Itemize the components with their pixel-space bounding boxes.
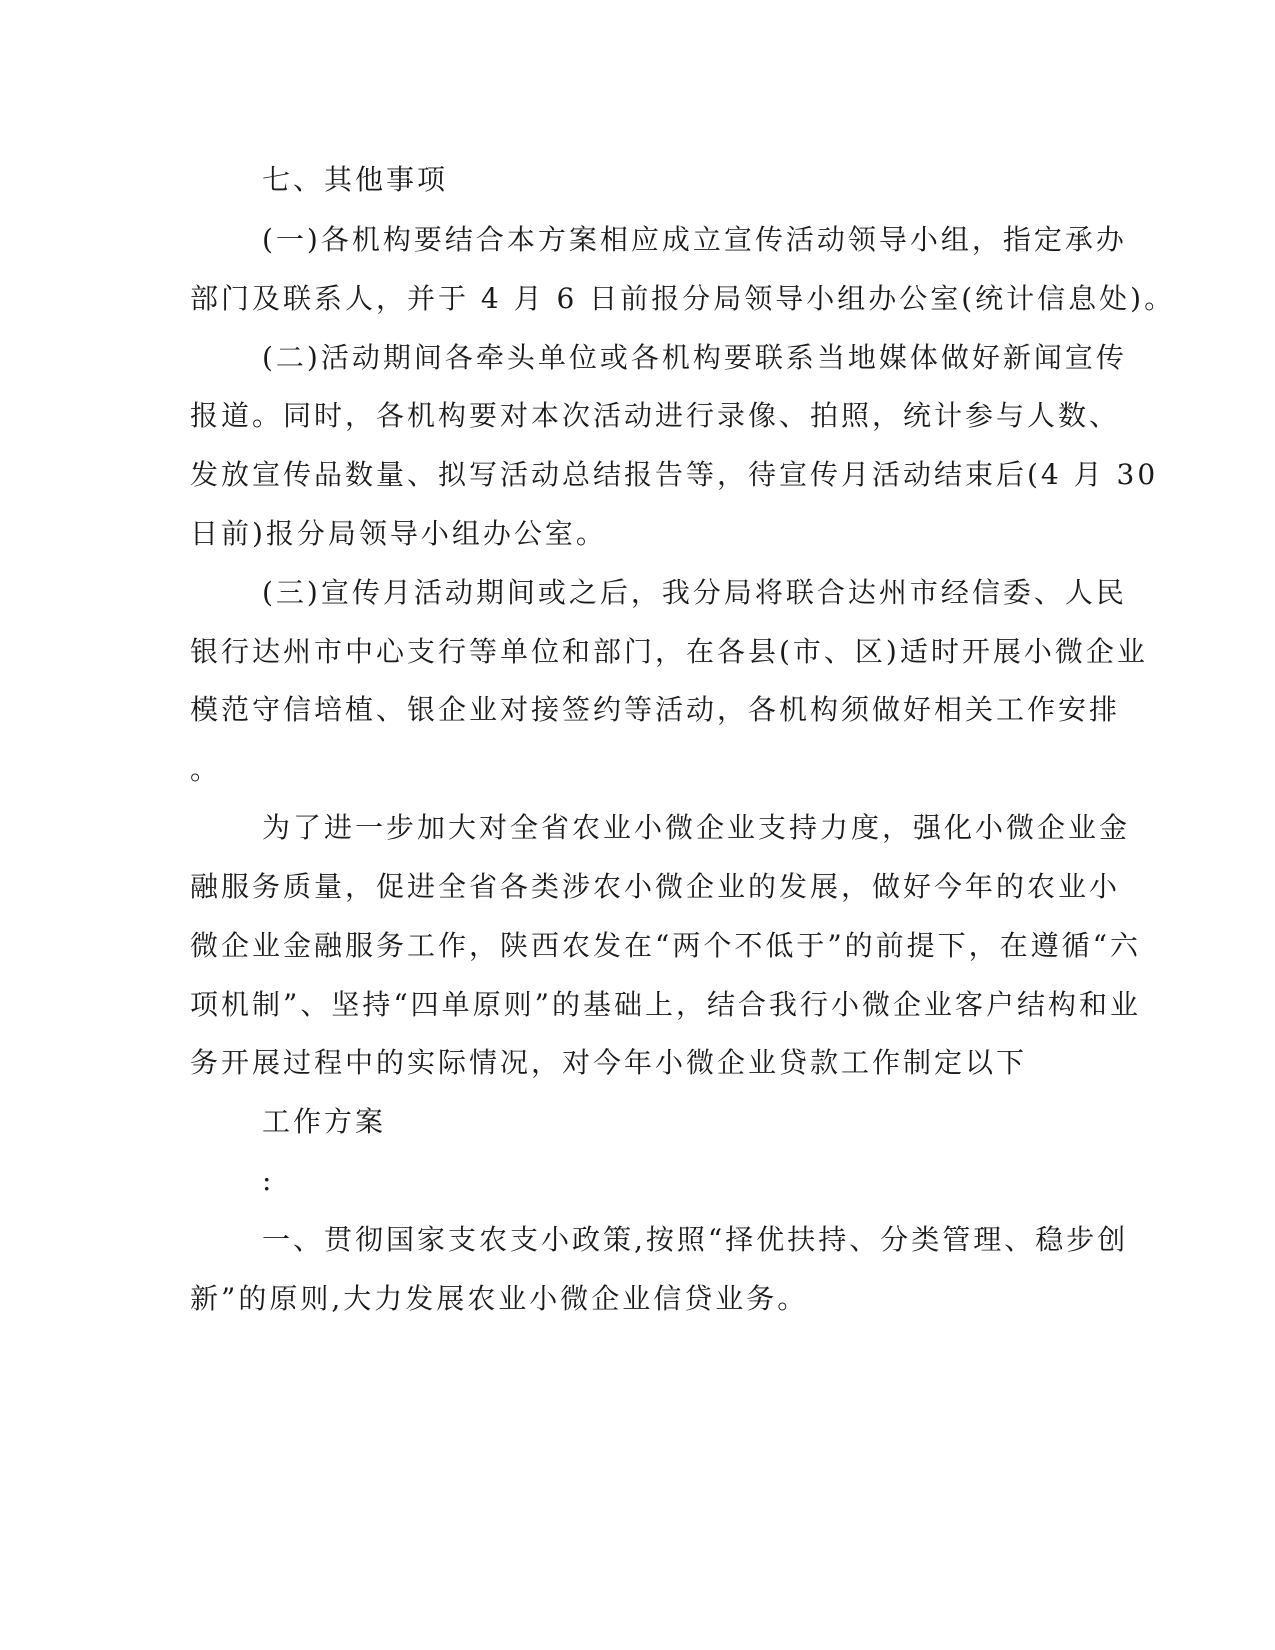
section-heading-work-plan: 工作方案 [262, 1105, 387, 1138]
paragraph-line: : [262, 1164, 275, 1197]
paragraph-line: 发放宣传品数量、拟写活动总结报告等，待宣传月活动结束后(4 月 30 [190, 458, 1159, 491]
paragraph-line: 务开展过程中的实际情况，对今年小微企业贷款工作制定以下 [190, 1046, 1028, 1079]
paragraph-line: 新”的原则,大力发展农业小微企业信贷业务。 [190, 1282, 809, 1315]
paragraph-line: 报道。同时，各机构要对本次活动进行录像、拍照，统计参与人数、 [190, 399, 1121, 432]
paragraph-line: 部门及联系人，并于 4 月 6 日前报分局领导小组办公室(统计信息处)。 [190, 282, 1176, 315]
paragraph-line: 银行达州市中心支行等单位和部门，在各县(市、区)适时开展小微企业 [190, 635, 1148, 668]
paragraph-line: 一、贯彻国家支农支小政策,按照“择优扶持、分类管理、稳步创 [262, 1223, 1129, 1256]
paragraph-line: 项机制”、坚持“四单原则”的基础上，结合我行小微企业客户结构和业 [190, 988, 1141, 1021]
paragraph-line: 为了进一步加大对全省农业小微企业支持力度，强化小微企业金 [262, 811, 1131, 844]
paragraph-line: 模范守信培植、银企业对接签约等活动，各机构须做好相关工作安排 [190, 693, 1121, 726]
paragraph-line: 日前)报分局领导小组办公室。 [190, 517, 607, 550]
section-heading-other-matters: 七、其他事项 [262, 163, 449, 196]
paragraph-line: 微企业金融服务工作，陕西农发在“两个不低于”的前提下，在遵循“六 [190, 929, 1141, 962]
paragraph-line: (二)活动期间各牵头单位或各机构要联系当地媒体做好新闻宣传 [262, 341, 1127, 374]
paragraph-line: (一)各机构要结合本方案相应成立宣传活动领导小组，指定承办 [262, 223, 1127, 256]
paragraph-line: 融服务质量，促进全省各类涉农小微企业的发展，做好今年的农业小 [190, 870, 1121, 903]
paragraph-line: (三)宣传月活动期间或之后，我分局将联合达州市经信委、人民 [262, 576, 1127, 609]
paragraph-line: 。 [190, 753, 222, 786]
